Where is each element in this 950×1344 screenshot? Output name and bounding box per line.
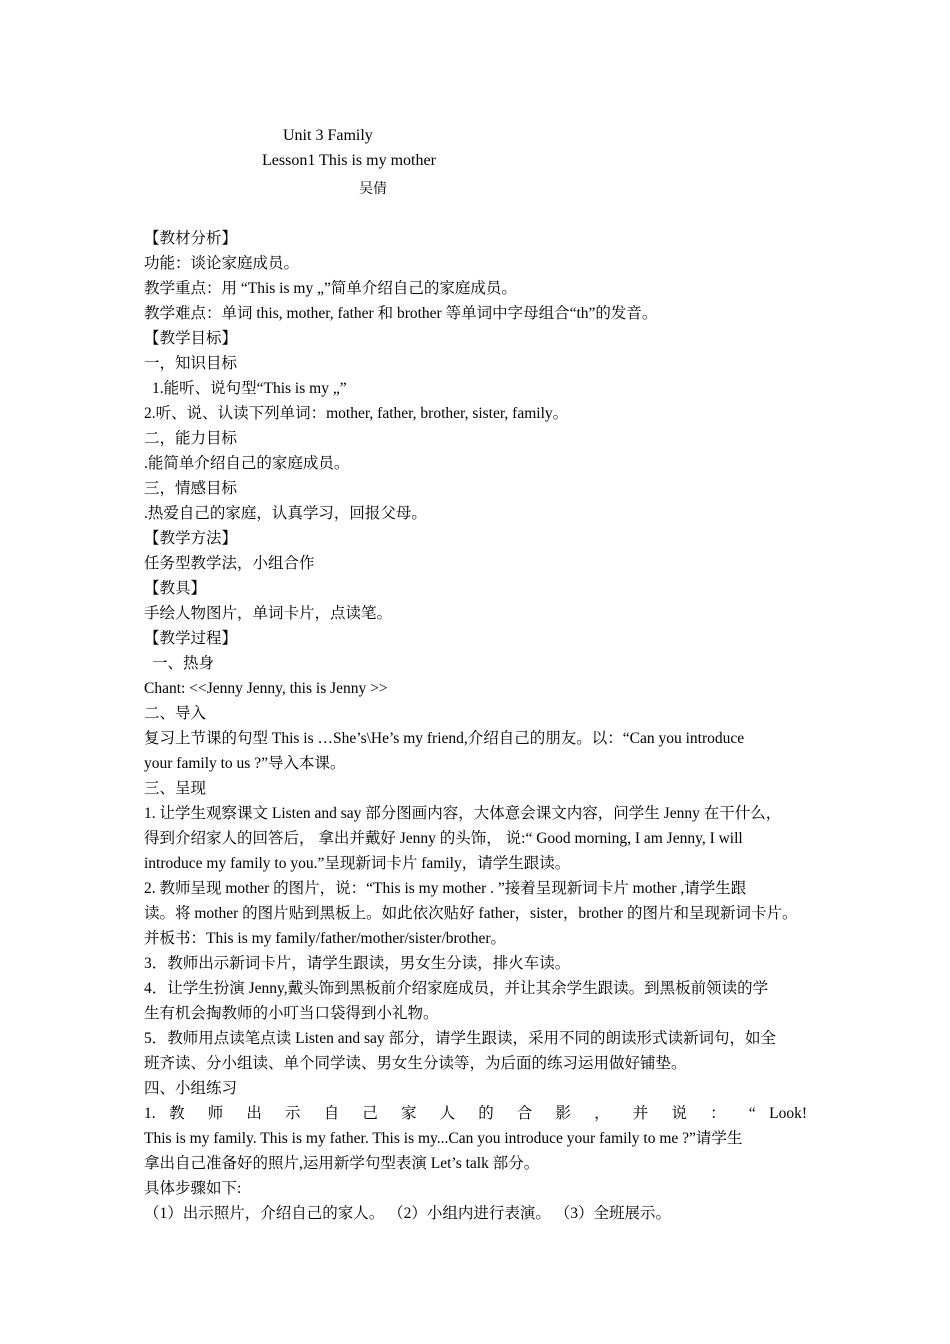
- presentation-item: 1. 让学生观察课文 Listen and say 部分图画内容，大体意会课文内容，问学生 Jenny 在干什么，: [144, 805, 782, 822]
- practice-item: This is my family. This is my father. This is my...Can you introduce your family to me ?”请学生: [144, 1130, 743, 1147]
- section-heading-analysis: 【教材分析】: [144, 230, 238, 247]
- section-heading-goals: 【教学目标】: [144, 330, 238, 347]
- goal-item: .热爱自己的家庭，认真学习，回报父母。: [144, 505, 427, 522]
- presentation-item: 读。将 mother 的图片贴到黑板上。如此依次贴好 father，sister，brother 的图片和呈现新词卡片。: [144, 905, 798, 922]
- subheading-emotion-goal: 三，情感目标: [144, 480, 238, 497]
- step-heading-presentation: 三、呈现: [144, 780, 207, 797]
- paragraph-key-point: 教学重点：用 “This is my „”简单介绍自己的家庭成员。: [144, 280, 517, 297]
- paragraph-method: 任务型教学法，小组合作: [144, 555, 315, 572]
- presentation-item: 生有机会掏教师的小叮当口袋得到小礼物。: [144, 1005, 439, 1022]
- subheading-ability-goal: 二，能力目标: [144, 430, 238, 447]
- presentation-item: 2. 教师呈现 mother 的图片，说：“This is my mother . ”接着呈现新词卡片 mother ,请学生跟: [144, 880, 747, 897]
- goal-item: 2.听、说、认读下列单词：mother, father, brother, sister, family。: [144, 405, 569, 422]
- practice-item: 拿出自己准备好的照片,运用新学句型表演 Let’s talk 部分。: [144, 1155, 540, 1172]
- steps-label: 具体步骤如下:: [144, 1180, 242, 1197]
- paragraph-tools: 手绘人物图片，单词卡片，点读笔。: [144, 605, 393, 622]
- presentation-item: 并板书：This is my family/father/mother/sister/brother。: [144, 930, 507, 947]
- goal-item: .能简单介绍自己的家庭成员。: [144, 455, 350, 472]
- presentation-item: 4．让学生扮演 Jenny,戴头饰到黑板前介绍家庭成员，并让其余学生跟读。到黑板前领读的学: [144, 980, 769, 997]
- step-heading-lead-in: 二、导入: [144, 705, 207, 722]
- paragraph-chant: Chant: <<Jenny Jenny, this is Jenny >>: [144, 680, 388, 697]
- steps-list: （1）出示照片，介绍自己的家人。 （2）小组内进行表演。 （3）全班展示。: [144, 1205, 672, 1222]
- paragraph-difficulty: 教学难点：单词 this, mother, father 和 brother 等单词中字母组合“th”的发音。: [144, 305, 658, 322]
- unit-title: Unit 3 Family: [283, 127, 373, 144]
- paragraph-lead-in: 复习上节课的句型 This is …She’s\He’s my friend,介绍自己的朋友。以：“Can you introduce: [144, 730, 745, 747]
- document-body: [144, 226, 807, 1226]
- practice-item: 1. 教 师 出 示 自 己 家 人 的 合 影 ， 并 说 ： “ Look!: [144, 1105, 807, 1122]
- goal-item: 1.能听、说句型“This is my „”: [152, 380, 347, 397]
- presentation-item: 得到介绍家人的回答后， 拿出并戴好 Jenny 的头饰， 说:“ Good morning, I am Jenny, I will: [144, 830, 743, 847]
- presentation-item: 5．教师用点读笔点读 Listen and say 部分，请学生跟读，采用不同的朗读形式读新词句，如全: [144, 1030, 777, 1047]
- subheading-knowledge-goal: 一，知识目标: [144, 355, 238, 372]
- section-heading-process: 【教学过程】: [144, 630, 238, 647]
- paragraph-lead-in: your family to us ?”导入本课。: [144, 755, 346, 772]
- section-heading-tools: 【教具】: [144, 580, 207, 597]
- paragraph-function: 功能：谈论家庭成员。: [144, 255, 300, 272]
- step-heading-group-practice: 四、小组练习: [144, 1080, 238, 1097]
- section-heading-method: 【教学方法】: [144, 530, 238, 547]
- presentation-item: 班齐读、分小组读、单个同学读、男女生分读等，为后面的练习运用做好铺垫。: [144, 1055, 687, 1072]
- step-heading-warmup: 一、热身: [152, 655, 215, 672]
- author-name: 吴倩: [359, 182, 387, 197]
- presentation-item: introduce my family to you.”呈现新词卡片 family，请学生跟读。: [144, 855, 571, 872]
- presentation-item: 3．教师出示新词卡片，请学生跟读，男女生分读，排火车读。: [144, 955, 571, 972]
- lesson-title: Lesson1 This is my mother: [262, 152, 436, 169]
